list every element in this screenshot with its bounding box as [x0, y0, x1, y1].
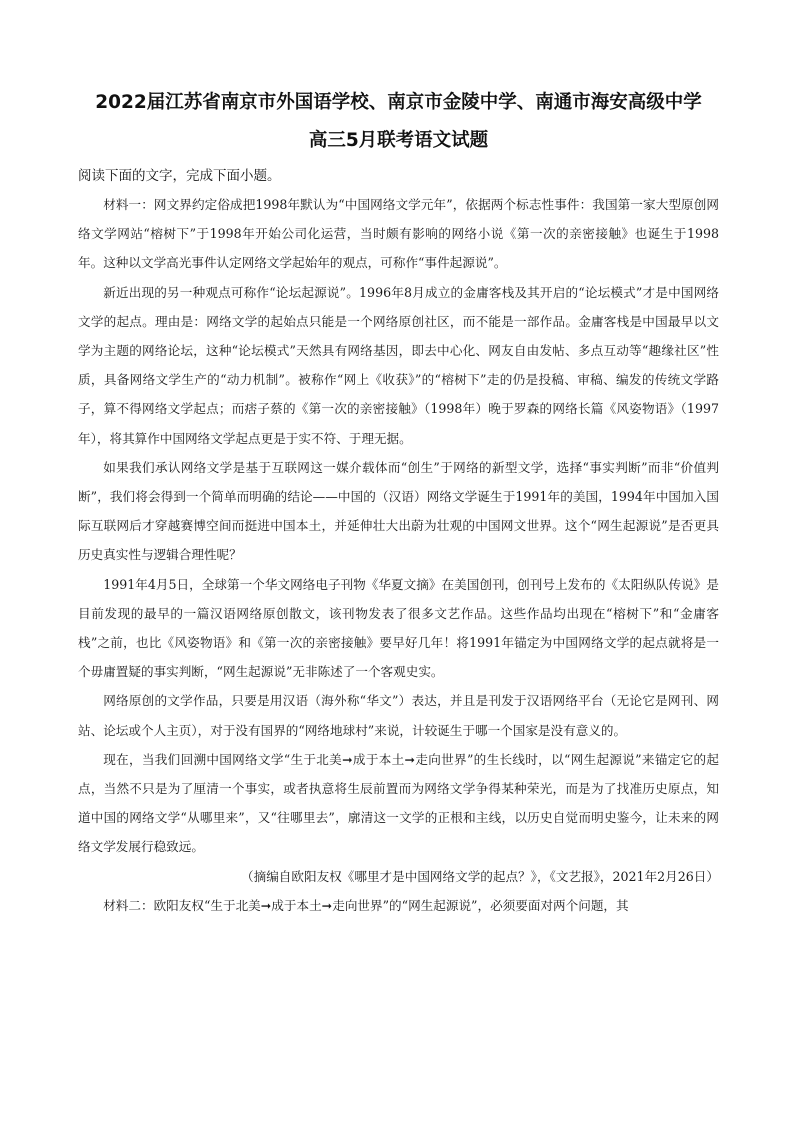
paragraph-conclusion: 现在，当我们回溯中国网络文学“生于北美➞成于本土➞走向世界”的生长线时，以“网生起源说”来锚定它的起点，当然不只是为了厘清一个事实，或者执意将生辰前置而为网络文学争得某种荣光，而是为了找准历史原点，知道中国的网络文学“从哪里来”，又“往哪里去”，廓清这一文学的正根和主线，以历史自觉而明史鉴今，让未来的网络文学发展行稳致远。 — [78, 751, 719, 855]
paragraph-material2: 材料二：欧阳友权“生于北美➞成于本土➞走向世界”的“网生起源说”，必须要面对两个问题，其 — [103, 897, 629, 913]
paragraph-forum-origin: 新近出现的另一种观点可称作“论坛起源说”。1996年8月成立的金庸客栈及其开启的“论坛模式”才是中国网络文学的起点。理由是：网络文学的起始点只能是一个网络原创社区，而不能是一部作品。金庸客栈是中国最早以文学为主题的网络论坛，这种“论坛模式”天然具有网络基因，即去中心化、网友自由发帖、多点互动等“趣缘社区”性质，具备网络文学生产的“动力机制”。被称作“网上《收获》”的“榕树下”走的仍是投稿、审稿、编发的传统文学路子，算不得网络文学起点；而痞子蔡的《第一次的亲密接触》（1998年）晚于罗森的网络长篇《风姿物语》（1997年），将其算作中国网络文学起点更是于实不符、于理无据。 — [78, 284, 719, 446]
exam-title-line1: 2022届江苏省南京市外国语学校、南京市金陵中学、南通市海安高级中学 — [95, 92, 702, 113]
paragraph-material1: 材料一：网文界约定俗成把1998年默认为“中国网络文学元年”，依据两个标志性事件：我国第一家大型原创网络文学网站“榕树下”于1998年开始公司化运营，当时颇有影响的网络小说《第一次的亲密接触》也诞生于1998年。这种以文学高光事件认定网络文学起始年的观点，可称作“事件起源说”。 — [78, 197, 719, 271]
paragraph-net-origin: 如果我们承认网络文学是基于互联网这一媒介载体而“创生”于网络的新型文学，选择“事实判断”而非“价值判断”，我们将会得到一个简单而明确的结论——中国的（汉语）网络文学诞生于1991年的美国，1994年中国加入国际互联网后才穿越赛博空间而挺进中国本土，并延伸壮大出蔚为壮观的中国网文世界。这个“网生起源说”是否更具历史真实性与逻辑合理性呢？ — [78, 459, 719, 563]
reading-instruction: 阅读下面的文字，完成下面小题。 — [78, 168, 281, 184]
exam-title-line2: 高三5月联考语文试题 — [308, 130, 489, 151]
paragraph-chinese-works: 网络原创的文学作品，只要是用汉语（海外称“华文”）表达，并且是刊发于汉语网络平台（无论它是网刊、网站、论坛或个人主页），对于没有国界的“网络地球村”来说，计较诞生于哪一个国家是没有意义的。 — [78, 693, 719, 738]
paragraph-1991: 1991年4月5日，全球第一个华文网络电子刊物《华夏文摘》在美国创刊，创刊号上发布的《太阳纵队传说》是目前发现的最早的一篇汉语网络原创散文，该刊物发表了很多文艺作品。这些作品均出现在“榕树下”和“金庸客栈”之前，也比《风姿物语》和《第一次的亲密接触》要早好几年！将1991年锚定为中国网络文学的起点就将是一个毋庸置疑的事实判断，“网生起源说”无非陈述了一个客观史实。 — [78, 576, 719, 680]
source-citation: （摘编自欧阳友权《哪里才是中国网络文学的起点？》，《文艺报》，2021年2月26日） — [241, 868, 719, 884]
